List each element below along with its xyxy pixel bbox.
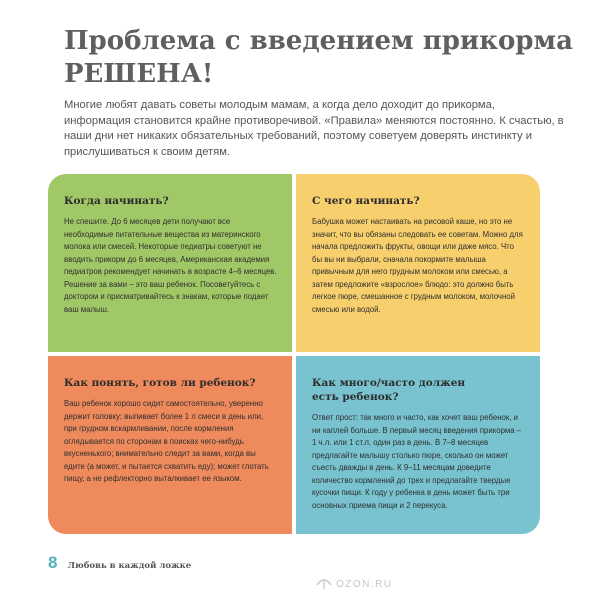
- card-is-baby-ready: [48, 356, 292, 534]
- card-when-to-start: [48, 174, 292, 352]
- card-body: Ваш ребенок хорошо сидит самостоятельно, уверенно держит головку; выпивает более 1 л смеси в день или, при грудном вскармливании, после кормления оглядывается по сторонам в поисках чего-нибудь вкусненького; внимательно следит за вами, когда вы едите (а может, и пытается схватить еду); может глотать пищу, а не рефлекторно выталкивает ее языком.: [64, 399, 269, 483]
- watermark-text: OZON.RU: [336, 578, 393, 590]
- watermark: [316, 578, 393, 590]
- card-title: Как понять, готов ли ребенок?: [64, 377, 256, 389]
- intro-paragraph: Многие любят давать советы молодым мамам, а когда дело доходит до прикорма, информация становится крайне противоречивой. «Правила» меняются постоянно. К счастью, в наши дни нет никаких обязательных требований, поэтому советуем доверять инстинкту и прислушиваться к своим детям.: [64, 99, 564, 158]
- info-card-grid: [48, 174, 540, 534]
- page-title-line-1: Проблема с введением прикорма: [64, 26, 573, 56]
- card-what-to-start-with: [296, 174, 540, 352]
- page-title-line-2: РЕШЕНА!: [64, 59, 214, 89]
- book-title: Любовь в каждой ложке: [67, 561, 192, 571]
- card-how-much-how-often: [296, 356, 540, 534]
- page-footer: [48, 553, 191, 573]
- card-body: Не спешите. До 6 месяцев дети получают все необходимые питательные вещества из материнского молока или смесей. Некоторые педиатры советуют не вводить прикорм до 6 месяцев, Американская академия педиатров рекомендует начинать в возрасте 4–6 месяцев. Решение за вами – это ваш ребенок. Посоветуйтесь с доктором и присматривайтесь к знакам, которые подает ваш малыш.: [64, 217, 277, 314]
- card-title: С чего начинать?: [312, 195, 420, 207]
- page-number: 8: [48, 553, 58, 572]
- card-body: Бабушка может настаивать на рисовой каше, но это не значит, что вы обязаны следовать ее советам. Можно для начала предложить фрукты, овощи или даже мясо. Что бы вы ни выбрали, сначала покормите малыша привычным для него грудным молоком или смесью, а затем предложите «взрослое» блюдо: это должно быть легкое пюре, смешанное с грудным молоком, молочной смесью или водой.: [312, 217, 523, 314]
- page-title: [64, 25, 584, 91]
- card-title: Как много/часто должен есть ребенок?: [312, 377, 466, 403]
- card-title: Когда начинать?: [64, 195, 169, 207]
- ozon-logo-icon: [316, 578, 332, 590]
- card-body: Ответ прост: так много и часто, как хочет ваш ребенок, и ни каплей больше. В первый месяц введения прикорма – 1 ч.л. или 1 ст.л. один раз в день. В 7–8 месяцев предлагайте малышу столько пюре, сколько он может съесть дважды в день. К 9–11 месяцам доведите количество кормлений до трех и предлагайте твердые кусочки пищи. К году у ребенка в день может быть три основных приема пищи и 2 перекуса.: [312, 413, 522, 510]
